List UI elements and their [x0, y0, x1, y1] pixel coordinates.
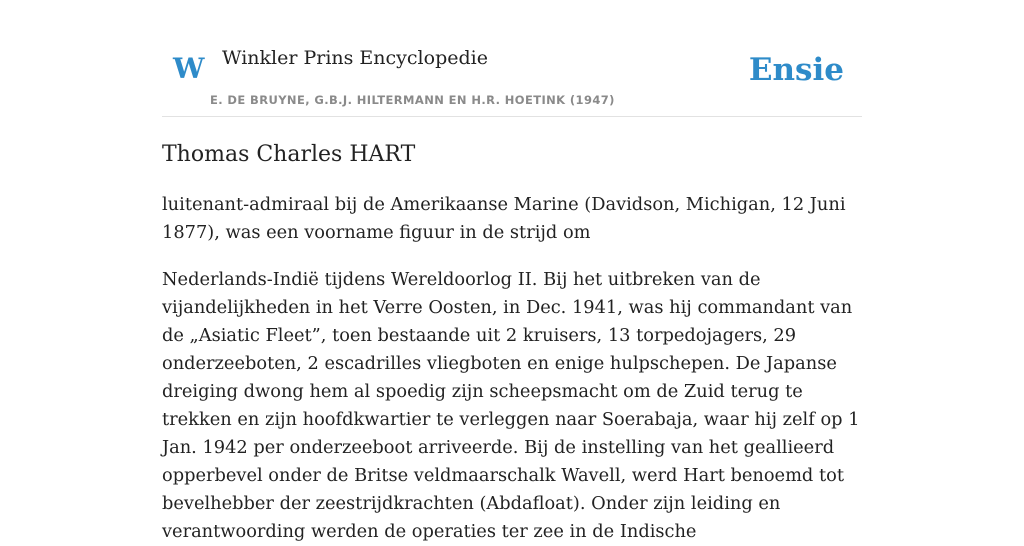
publication-logo[interactable]: W — [173, 52, 205, 85]
publication-title[interactable]: Winkler Prins Encyclopedie — [222, 47, 488, 69]
article-paragraph: luitenant-admiraal bij de Amerikaanse Marine (Davidson, Michigan, 12 Juni 1877), was een voorname figuur in de strijd om — [162, 194, 846, 243]
article-title: Thomas Charles HART — [162, 142, 416, 167]
article — [162, 138, 862, 546]
site-header — [162, 0, 862, 117]
ensie-brand-logo[interactable]: Ensie — [748, 52, 844, 88]
article-paragraph: Nederlands-Indië tijdens Wereldoorlog II. Bij het uitbreken van de vijandelijkheden in het Verre Oosten, in Dec. 1941, was hij commandant van de „Asiatic Fleet”, toen bestaande uit 2 kruisers, 13 torpedojagers, 29 onderzeeboten, 2 escadrilles vliegboten en enige hulpschepen. De Japanse dreiging dwong hem al spoedig zijn scheepsmacht om de Zuid terug te trekken en zijn hoofdkwartier te verleggen naar Soerabaja, waar hij zelf op 1 Jan. 1942 per onderzeeboot arriveerde. Bij de instelling van het geallieerd opperbevel onder de Britse veldmaarschalk Wavell, werd Hart benoemd tot bevelhebber der zeestrijdkrachten (Abdafloat). Onder zijn leiding en verantwoording werden de operaties ter zee in de Indische — [162, 269, 860, 542]
publication-authors: E. DE BRUYNE, G.B.J. HILTERMANN EN H.R. HOETINK (1947) — [210, 93, 615, 107]
